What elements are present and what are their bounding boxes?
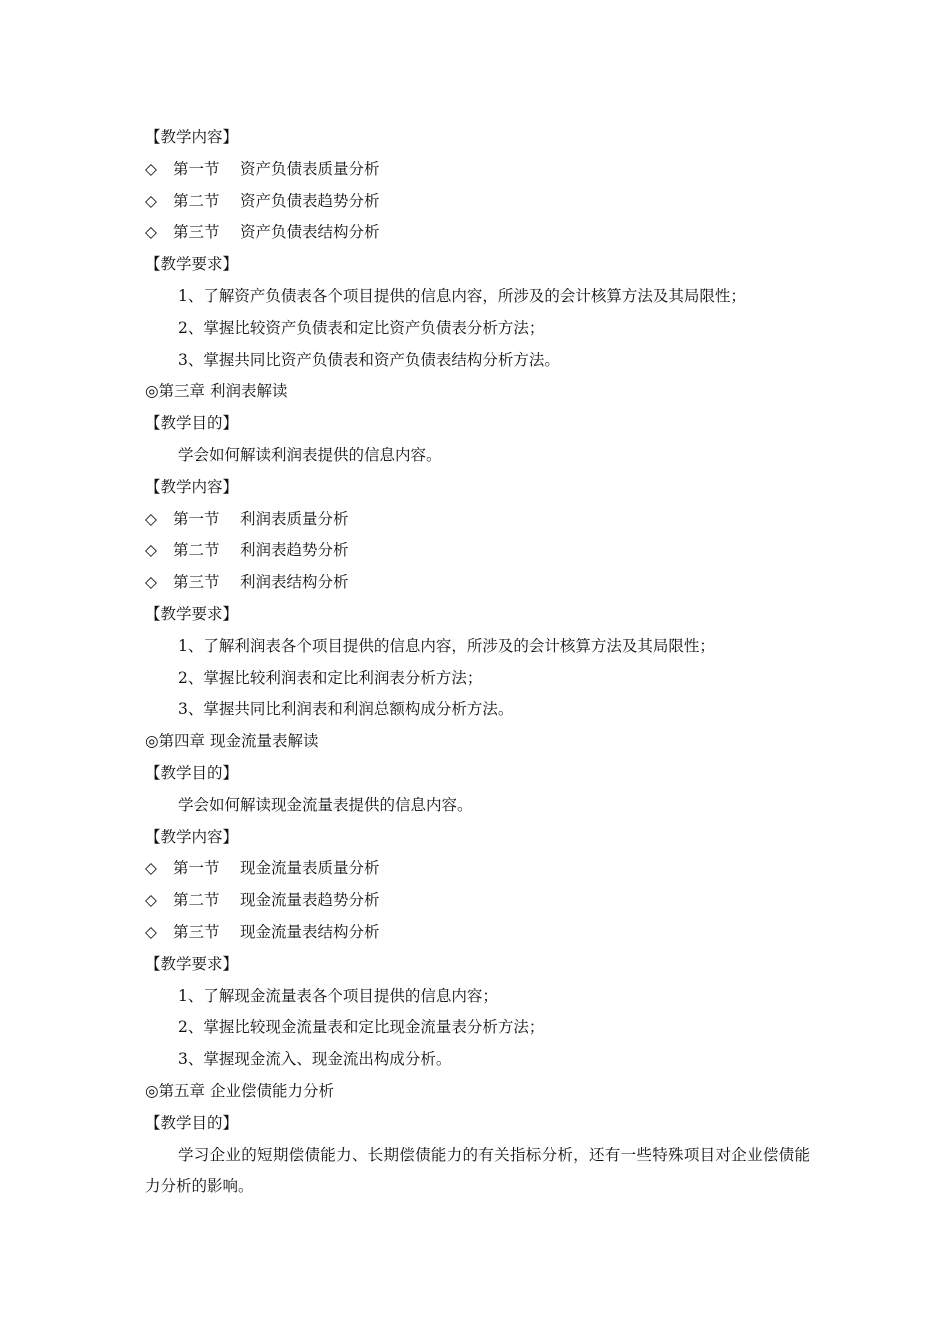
section-heading: 【教学目的】	[145, 763, 239, 782]
chapter-title: ◎第四章 现金流量表解读	[145, 732, 319, 751]
requirement-item: 1、了解现金流量表各个项目提供的信息内容；	[178, 986, 498, 1005]
purpose-text: 学习企业的短期偿债能力、长期偿债能力的有关指标分析，还有一些特殊项目对企业偿债能力分析的影响。	[145, 1145, 810, 1196]
section-heading: 【教学内容】	[145, 477, 239, 496]
section-item	[145, 504, 810, 536]
section-number: 第一节	[173, 159, 220, 178]
requirement-item: 1、了解利润表各个项目提供的信息内容，所涉及的会计核算方法及其局限性；	[178, 636, 715, 655]
section-item	[145, 853, 810, 885]
purpose-text: 学会如何解读现金流量表提供的信息内容。	[178, 795, 473, 814]
section-heading: 【教学要求】	[145, 604, 239, 623]
section-item	[145, 217, 810, 249]
section-title: 现金流量表结构分析	[240, 922, 380, 941]
section-item	[145, 186, 810, 218]
section-heading: 【教学内容】	[145, 827, 239, 846]
purpose-text: 学会如何解读利润表提供的信息内容。	[178, 445, 442, 464]
section-title: 现金流量表趋势分析	[240, 891, 380, 910]
section-title: 资产负债表趋势分析	[240, 191, 380, 210]
section-title: 资产负债表结构分析	[240, 223, 380, 242]
requirement-item: 1、了解资产负债表各个项目提供的信息内容，所涉及的会计核算方法及其局限性；	[178, 286, 746, 305]
section-title: 利润表质量分析	[240, 509, 349, 528]
section-number: 第三节	[173, 573, 220, 592]
diamond-bullet-icon: ◇	[145, 891, 157, 910]
diamond-bullet-icon: ◇	[145, 541, 157, 560]
requirement-item: 3、掌握现金流入、现金流出构成分析。	[178, 1050, 452, 1069]
diamond-bullet-icon: ◇	[145, 191, 157, 210]
section-number: 第三节	[173, 223, 220, 242]
section-title: 现金流量表质量分析	[240, 859, 380, 878]
requirement-item: 2、掌握比较利润表和定比利润表分析方法；	[178, 668, 483, 687]
requirement-item: 2、掌握比较现金流量表和定比现金流量表分析方法；	[178, 1018, 545, 1037]
section-number: 第二节	[173, 541, 220, 560]
diamond-bullet-icon: ◇	[145, 223, 157, 242]
section-number: 第一节	[173, 859, 220, 878]
diamond-bullet-icon: ◇	[145, 573, 157, 592]
document-body	[145, 122, 810, 1203]
section-item	[145, 154, 810, 186]
section-heading: 【教学内容】	[145, 128, 239, 146]
section-item	[145, 885, 810, 917]
chapter-title: ◎第三章 利润表解读	[145, 382, 288, 401]
diamond-bullet-icon: ◇	[145, 159, 157, 178]
section-item	[145, 567, 810, 599]
diamond-bullet-icon: ◇	[145, 922, 157, 941]
section-number: 第三节	[173, 922, 220, 941]
section-number: 第二节	[173, 891, 220, 910]
chapter-title: ◎第五章 企业偿债能力分析	[145, 1081, 334, 1100]
section-item	[145, 917, 810, 949]
requirement-item: 2、掌握比较资产负债表和定比资产负债表分析方法；	[178, 318, 545, 337]
section-heading: 【教学要求】	[145, 954, 239, 973]
section-number: 第一节	[173, 509, 220, 528]
requirement-item: 3、掌握共同比资产负债表和资产负债表结构分析方法。	[178, 350, 560, 369]
section-heading: 【教学要求】	[145, 255, 239, 274]
diamond-bullet-icon: ◇	[145, 859, 157, 878]
diamond-bullet-icon: ◇	[145, 509, 157, 528]
section-heading: 【教学目的】	[145, 1113, 239, 1132]
requirement-item: 3、掌握共同比利润表和利润总额构成分析方法。	[178, 700, 514, 719]
section-item	[145, 535, 810, 567]
section-title: 资产负债表质量分析	[240, 159, 380, 178]
section-heading: 【教学目的】	[145, 414, 239, 433]
section-title: 利润表结构分析	[240, 573, 349, 592]
section-title: 利润表趋势分析	[240, 541, 349, 560]
section-number: 第二节	[173, 191, 220, 210]
